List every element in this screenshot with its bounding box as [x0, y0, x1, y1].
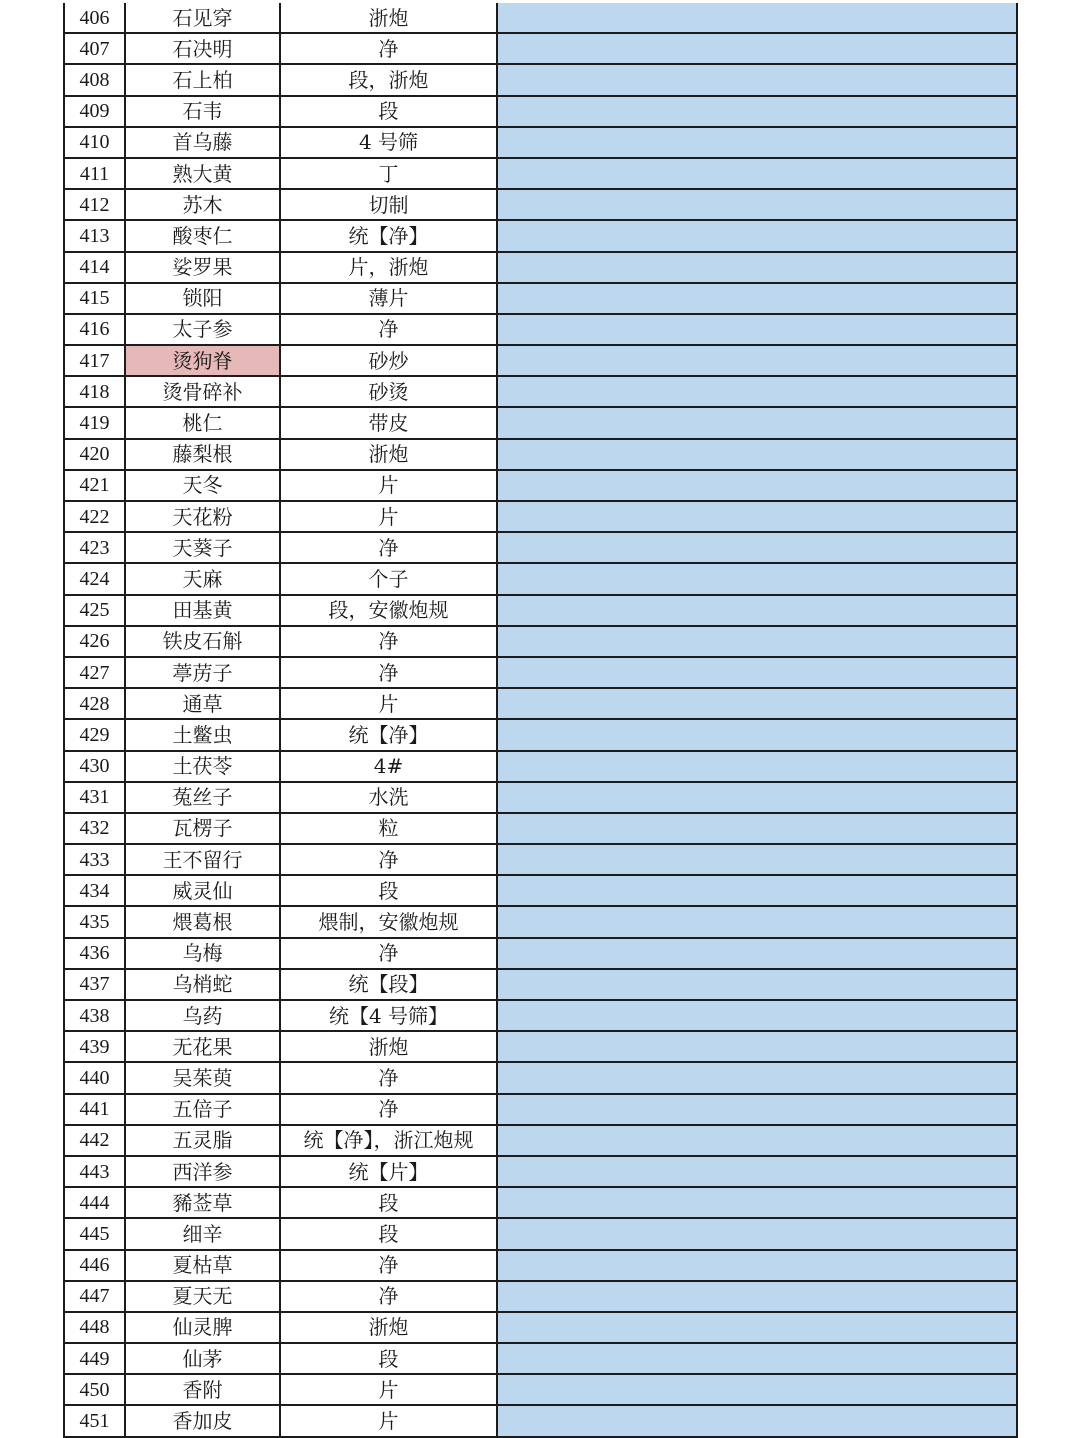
row-number-cell[interactable]: 411 — [64, 158, 125, 189]
processing-spec-cell[interactable]: 浙炮 — [280, 3, 497, 33]
table-row — [64, 252, 1017, 283]
row-number-cell[interactable]: 446 — [64, 1250, 125, 1281]
processing-spec-cell[interactable]: 统【净】，浙江炮规 — [280, 1125, 497, 1156]
table-row — [64, 1094, 1017, 1125]
empty-filled-cell[interactable] — [497, 938, 1017, 969]
processing-spec-cell[interactable]: 统【片】 — [280, 1156, 497, 1187]
processing-spec-cell[interactable]: 段 — [280, 96, 497, 127]
processing-spec-cell[interactable]: 净 — [280, 33, 497, 64]
herb-table — [63, 3, 1018, 1438]
herb-name-cell[interactable]: 首乌藤 — [125, 127, 280, 158]
row-number-cell[interactable]: 420 — [64, 439, 125, 470]
empty-filled-cell[interactable] — [497, 158, 1017, 189]
table-row — [64, 1187, 1017, 1218]
processing-spec-cell[interactable]: 统【净】 — [280, 719, 497, 750]
processing-spec-cell[interactable]: 薄片 — [280, 283, 497, 314]
spreadsheet-page — [63, 3, 1016, 1434]
processing-spec-cell[interactable]: 净 — [280, 314, 497, 345]
row-number-cell[interactable]: 427 — [64, 657, 125, 688]
table-row — [64, 1156, 1017, 1187]
row-number-cell[interactable]: 449 — [64, 1343, 125, 1374]
herb-name-cell[interactable]: 天冬 — [125, 470, 280, 501]
processing-spec-cell[interactable]: 砂炒 — [280, 345, 497, 376]
row-number-cell[interactable]: 415 — [64, 283, 125, 314]
empty-filled-cell[interactable] — [497, 719, 1017, 750]
herb-name-cell[interactable]: 仙灵脾 — [125, 1312, 280, 1343]
processing-spec-cell[interactable]: 片，浙炮 — [280, 252, 497, 283]
herb-name-cell[interactable]: 土茯苓 — [125, 751, 280, 782]
table-row — [64, 626, 1017, 657]
row-number-cell[interactable]: 439 — [64, 1031, 125, 1062]
row-number-cell[interactable]: 419 — [64, 407, 125, 438]
row-number-cell[interactable]: 441 — [64, 1094, 125, 1125]
processing-spec-cell[interactable]: 浙炮 — [280, 1031, 497, 1062]
herb-name-cell[interactable]: 乌梅 — [125, 938, 280, 969]
table-row — [64, 938, 1017, 969]
herb-name-cell[interactable]: 豨莶草 — [125, 1187, 280, 1218]
row-number-cell[interactable]: 407 — [64, 33, 125, 64]
table-row — [64, 563, 1017, 594]
processing-spec-cell[interactable]: 净 — [280, 1281, 497, 1312]
row-number-cell[interactable]: 444 — [64, 1187, 125, 1218]
table-row — [64, 1218, 1017, 1249]
processing-spec-cell[interactable]: 段 — [280, 875, 497, 906]
row-number-cell[interactable]: 432 — [64, 813, 125, 844]
herb-name-cell[interactable]: 天葵子 — [125, 532, 280, 563]
row-number-cell[interactable]: 418 — [64, 376, 125, 407]
table-row — [64, 751, 1017, 782]
empty-filled-cell[interactable] — [497, 563, 1017, 594]
processing-spec-cell[interactable]: 带皮 — [280, 407, 497, 438]
herb-name-cell[interactable]: 五灵脂 — [125, 1125, 280, 1156]
row-number-cell[interactable]: 445 — [64, 1218, 125, 1249]
table-row — [64, 283, 1017, 314]
herb-name-cell[interactable]: 无花果 — [125, 1031, 280, 1062]
row-number-cell[interactable]: 450 — [64, 1374, 125, 1405]
table-row — [64, 501, 1017, 532]
empty-filled-cell[interactable] — [497, 1031, 1017, 1062]
table-row — [64, 1281, 1017, 1312]
empty-filled-cell[interactable] — [497, 532, 1017, 563]
processing-spec-cell[interactable]: 净 — [280, 1094, 497, 1125]
empty-filled-cell[interactable] — [497, 376, 1017, 407]
empty-filled-cell[interactable] — [497, 501, 1017, 532]
row-number-cell[interactable]: 424 — [64, 563, 125, 594]
herb-name-cell[interactable]: 煨葛根 — [125, 906, 280, 937]
row-number-cell[interactable]: 437 — [64, 969, 125, 1000]
herb-name-cell[interactable]: 熟大黄 — [125, 158, 280, 189]
processing-spec-cell[interactable]: 粒 — [280, 813, 497, 844]
processing-spec-cell[interactable]: 浙炮 — [280, 439, 497, 470]
processing-spec-cell[interactable]: 净 — [280, 844, 497, 875]
herb-name-cell[interactable]: 酸枣仁 — [125, 220, 280, 251]
empty-filled-cell[interactable] — [497, 96, 1017, 127]
processing-spec-cell[interactable]: 丁 — [280, 158, 497, 189]
herb-name-cell[interactable]: 夏天无 — [125, 1281, 280, 1312]
row-number-cell[interactable]: 408 — [64, 64, 125, 95]
processing-spec-cell[interactable]: 4# — [280, 751, 497, 782]
table-row — [64, 1374, 1017, 1405]
processing-spec-cell[interactable]: 净 — [280, 1250, 497, 1281]
herb-name-cell[interactable]: 烫骨碎补 — [125, 376, 280, 407]
table-row — [64, 657, 1017, 688]
row-number-cell[interactable]: 435 — [64, 906, 125, 937]
herb-name-cell[interactable]: 葶苈子 — [125, 657, 280, 688]
empty-filled-cell[interactable] — [497, 314, 1017, 345]
table-row — [64, 1000, 1017, 1031]
empty-filled-cell[interactable] — [497, 657, 1017, 688]
empty-filled-cell[interactable] — [497, 1187, 1017, 1218]
table-row — [64, 1031, 1017, 1062]
empty-filled-cell[interactable] — [497, 470, 1017, 501]
empty-filled-cell[interactable] — [497, 283, 1017, 314]
empty-filled-cell[interactable] — [497, 439, 1017, 470]
row-number-cell[interactable]: 436 — [64, 938, 125, 969]
empty-filled-cell[interactable] — [497, 127, 1017, 158]
row-number-cell[interactable]: 414 — [64, 252, 125, 283]
processing-spec-cell[interactable]: 切制 — [280, 189, 497, 220]
table-row — [64, 719, 1017, 750]
table-row — [64, 1343, 1017, 1374]
table-row — [64, 33, 1017, 64]
table-row — [64, 688, 1017, 719]
processing-spec-cell[interactable]: 4 号筛 — [280, 127, 497, 158]
herb-name-cell[interactable]: 石见穿 — [125, 3, 280, 33]
processing-spec-cell[interactable]: 水洗 — [280, 782, 497, 813]
herb-name-cell[interactable]: 西洋参 — [125, 1156, 280, 1187]
empty-filled-cell[interactable] — [497, 688, 1017, 719]
table-row — [64, 64, 1017, 95]
table-row — [64, 376, 1017, 407]
herb-name-cell-highlighted[interactable]: 烫狗脊 — [125, 345, 280, 376]
empty-filled-cell[interactable] — [497, 1343, 1017, 1374]
row-number-cell[interactable]: 448 — [64, 1312, 125, 1343]
processing-spec-cell[interactable]: 片 — [280, 1405, 497, 1436]
herb-name-cell[interactable]: 石决明 — [125, 33, 280, 64]
table-row — [64, 158, 1017, 189]
processing-spec-cell[interactable]: 片 — [280, 688, 497, 719]
table-row — [64, 220, 1017, 251]
table-row — [64, 314, 1017, 345]
herb-name-cell[interactable]: 香附 — [125, 1374, 280, 1405]
table-row — [64, 875, 1017, 906]
herb-name-cell[interactable]: 土鳖虫 — [125, 719, 280, 750]
table-row — [64, 532, 1017, 563]
herb-name-cell[interactable]: 天麻 — [125, 563, 280, 594]
empty-filled-cell[interactable] — [497, 1374, 1017, 1405]
empty-filled-cell[interactable] — [497, 595, 1017, 626]
herb-name-cell[interactable]: 苏木 — [125, 189, 280, 220]
herb-name-cell[interactable]: 香加皮 — [125, 1405, 280, 1436]
table-row — [64, 345, 1017, 376]
table-row — [64, 407, 1017, 438]
empty-filled-cell[interactable] — [497, 1405, 1017, 1436]
empty-filled-cell[interactable] — [497, 813, 1017, 844]
table-row — [64, 96, 1017, 127]
processing-spec-cell[interactable]: 片 — [280, 470, 497, 501]
processing-spec-cell[interactable]: 段 — [280, 1187, 497, 1218]
herb-name-cell[interactable]: 夏枯草 — [125, 1250, 280, 1281]
processing-spec-cell[interactable]: 片 — [280, 501, 497, 532]
row-number-cell[interactable]: 434 — [64, 875, 125, 906]
processing-spec-cell[interactable]: 段 — [280, 1343, 497, 1374]
table-row — [64, 1062, 1017, 1093]
table-body — [64, 3, 1017, 1437]
table-row — [64, 1312, 1017, 1343]
table-row — [64, 782, 1017, 813]
herb-name-cell[interactable]: 菟丝子 — [125, 782, 280, 813]
herb-name-cell[interactable]: 王不留行 — [125, 844, 280, 875]
processing-spec-cell[interactable]: 净 — [280, 938, 497, 969]
empty-filled-cell[interactable] — [497, 407, 1017, 438]
processing-spec-cell[interactable]: 统【净】 — [280, 220, 497, 251]
herb-name-cell[interactable]: 细辛 — [125, 1218, 280, 1249]
row-number-cell[interactable]: 426 — [64, 626, 125, 657]
row-number-cell[interactable]: 428 — [64, 688, 125, 719]
row-number-cell[interactable]: 421 — [64, 470, 125, 501]
empty-filled-cell[interactable] — [497, 626, 1017, 657]
table-row — [64, 906, 1017, 937]
table-row — [64, 595, 1017, 626]
herb-name-cell[interactable]: 通草 — [125, 688, 280, 719]
herb-name-cell[interactable]: 娑罗果 — [125, 252, 280, 283]
empty-filled-cell[interactable] — [497, 1000, 1017, 1031]
herb-name-cell[interactable]: 乌药 — [125, 1000, 280, 1031]
empty-filled-cell[interactable] — [497, 1156, 1017, 1187]
row-number-cell[interactable]: 425 — [64, 595, 125, 626]
herb-name-cell[interactable]: 铁皮石斛 — [125, 626, 280, 657]
herb-name-cell[interactable]: 威灵仙 — [125, 875, 280, 906]
empty-filled-cell[interactable] — [497, 782, 1017, 813]
processing-spec-cell[interactable]: 个子 — [280, 563, 497, 594]
row-number-cell[interactable]: 447 — [64, 1281, 125, 1312]
processing-spec-cell[interactable]: 净 — [280, 626, 497, 657]
row-number-cell[interactable]: 422 — [64, 501, 125, 532]
empty-filled-cell[interactable] — [497, 3, 1017, 33]
row-number-cell[interactable]: 409 — [64, 96, 125, 127]
processing-spec-cell[interactable]: 砂烫 — [280, 376, 497, 407]
table-row — [64, 969, 1017, 1000]
processing-spec-cell[interactable]: 片 — [280, 1374, 497, 1405]
row-number-cell[interactable]: 443 — [64, 1156, 125, 1187]
processing-spec-cell[interactable]: 煨制，安徽炮规 — [280, 906, 497, 937]
empty-filled-cell[interactable] — [497, 64, 1017, 95]
empty-filled-cell[interactable] — [497, 751, 1017, 782]
row-number-cell[interactable]: 430 — [64, 751, 125, 782]
row-number-cell[interactable]: 412 — [64, 189, 125, 220]
table-row — [64, 439, 1017, 470]
processing-spec-cell[interactable]: 浙炮 — [280, 1312, 497, 1343]
table-row — [64, 127, 1017, 158]
table-row — [64, 1125, 1017, 1156]
row-number-cell[interactable]: 406 — [64, 3, 125, 33]
processing-spec-cell[interactable]: 统【段】 — [280, 969, 497, 1000]
row-number-cell[interactable]: 431 — [64, 782, 125, 813]
herb-name-cell[interactable]: 吴茱萸 — [125, 1062, 280, 1093]
herb-name-cell[interactable]: 石上柏 — [125, 64, 280, 95]
empty-filled-cell[interactable] — [497, 1281, 1017, 1312]
empty-filled-cell[interactable] — [497, 1218, 1017, 1249]
empty-filled-cell[interactable] — [497, 1250, 1017, 1281]
processing-spec-cell[interactable]: 净 — [280, 657, 497, 688]
empty-filled-cell[interactable] — [497, 1312, 1017, 1343]
row-number-cell[interactable]: 423 — [64, 532, 125, 563]
empty-filled-cell[interactable] — [497, 906, 1017, 937]
processing-spec-cell[interactable]: 净 — [280, 1062, 497, 1093]
empty-filled-cell[interactable] — [497, 33, 1017, 64]
empty-filled-cell[interactable] — [497, 220, 1017, 251]
herb-name-cell[interactable]: 太子参 — [125, 314, 280, 345]
empty-filled-cell[interactable] — [497, 875, 1017, 906]
row-number-cell[interactable]: 413 — [64, 220, 125, 251]
table-row — [64, 844, 1017, 875]
table-row — [64, 1250, 1017, 1281]
herb-name-cell[interactable]: 桃仁 — [125, 407, 280, 438]
empty-filled-cell[interactable] — [497, 345, 1017, 376]
row-number-cell[interactable]: 429 — [64, 719, 125, 750]
row-number-cell[interactable]: 438 — [64, 1000, 125, 1031]
processing-spec-cell[interactable]: 统【4 号筛】 — [280, 1000, 497, 1031]
table-row — [64, 1405, 1017, 1436]
processing-spec-cell[interactable]: 段，安徽炮规 — [280, 595, 497, 626]
processing-spec-cell[interactable]: 段，浙炮 — [280, 64, 497, 95]
herb-name-cell[interactable]: 藤梨根 — [125, 439, 280, 470]
herb-name-cell[interactable]: 乌梢蛇 — [125, 969, 280, 1000]
empty-filled-cell[interactable] — [497, 969, 1017, 1000]
processing-spec-cell[interactable]: 段 — [280, 1218, 497, 1249]
processing-spec-cell[interactable]: 净 — [280, 532, 497, 563]
row-number-cell[interactable]: 410 — [64, 127, 125, 158]
herb-name-cell[interactable]: 田基黄 — [125, 595, 280, 626]
table-row — [64, 3, 1017, 33]
table-row — [64, 470, 1017, 501]
table-row — [64, 189, 1017, 220]
empty-filled-cell[interactable] — [497, 1062, 1017, 1093]
herb-name-cell[interactable]: 石韦 — [125, 96, 280, 127]
row-number-cell[interactable]: 416 — [64, 314, 125, 345]
herb-name-cell[interactable]: 锁阳 — [125, 283, 280, 314]
table-row — [64, 813, 1017, 844]
empty-filled-cell[interactable] — [497, 1125, 1017, 1156]
row-number-cell[interactable]: 440 — [64, 1062, 125, 1093]
herb-name-cell[interactable]: 仙茅 — [125, 1343, 280, 1374]
row-number-cell[interactable]: 417 — [64, 345, 125, 376]
empty-filled-cell[interactable] — [497, 844, 1017, 875]
herb-name-cell[interactable]: 五倍子 — [125, 1094, 280, 1125]
empty-filled-cell[interactable] — [497, 1094, 1017, 1125]
herb-name-cell[interactable]: 天花粉 — [125, 501, 280, 532]
empty-filled-cell[interactable] — [497, 252, 1017, 283]
row-number-cell[interactable]: 451 — [64, 1405, 125, 1436]
herb-name-cell[interactable]: 瓦楞子 — [125, 813, 280, 844]
empty-filled-cell[interactable] — [497, 189, 1017, 220]
row-number-cell[interactable]: 433 — [64, 844, 125, 875]
row-number-cell[interactable]: 442 — [64, 1125, 125, 1156]
